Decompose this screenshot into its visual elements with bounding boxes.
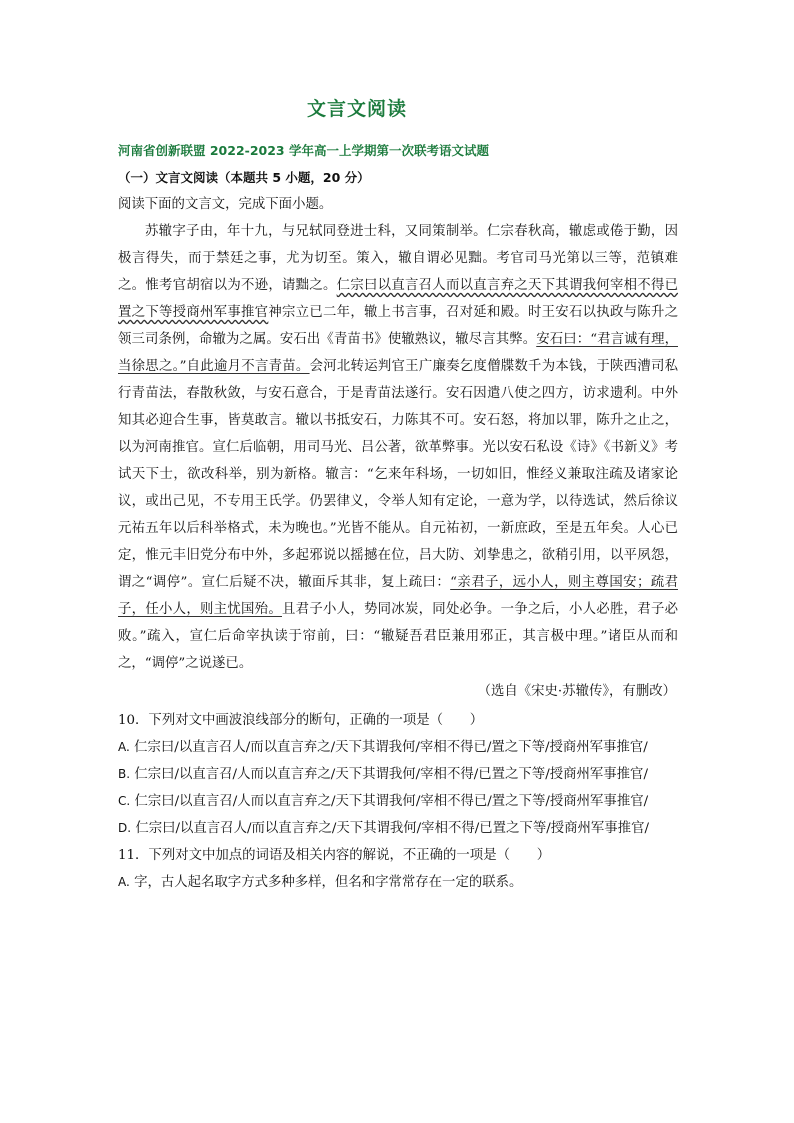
passage-segment: 苏辙字子由，年十九，与兄轼同登进士科，又同策制举。仁宗春秋高，辙虑或倦于勤，因极言得失，而于禁廷之事，尤为切至。策入，辙自谓必见黜。考官司马光第以三等，范镇难之。惟考官胡宿以为不逊，请黜之。 <box>118 224 678 293</box>
option-text: 仁宗曰/以直言召人/而以直言弃之/天下其谓我何/宰相不得/已置之下等/授商州军事推官/ <box>135 821 649 836</box>
option-label: A. <box>118 875 130 889</box>
passage-segment: 神宗立已二年，辙上书言事，召对延和殿。时王安石以执政与陈升之领三司条例，命辙为之属。安石出《青苗书》使辙熟议，辙尽言其弊。 <box>118 305 679 347</box>
question-stem: 11．下列对文中加点的词语及相关内容的解说，不正确的一项是（ ） <box>118 848 551 863</box>
answer-option[interactable] <box>118 761 678 788</box>
option-label: D. <box>118 821 132 835</box>
answer-option[interactable] <box>118 788 678 815</box>
option-text: 仁宗曰/以直言召/人而以直言弃之/天下其谓我何/宰相不得已/置之下等/授商州军事推官/ <box>134 794 649 809</box>
option-label: B. <box>118 767 131 781</box>
answer-option[interactable] <box>118 869 678 896</box>
source-reference: （选自《宋史·苏辙传》，有删改） <box>477 684 676 699</box>
question-stem: 10．下列对文中画波浪线部分的断句，正确的一项是（ ） <box>118 713 484 728</box>
option-text: 字，古人起名取字方式多种多样，但名和字常常存在一定的联系。 <box>134 875 523 890</box>
answer-option[interactable] <box>118 734 678 761</box>
underlined-segment: “亲君子，远小人，则主尊国安；疏君子，任小人，则主忧国殆。 <box>118 575 678 617</box>
question-block <box>118 707 678 896</box>
option-text: 仁宗曰/以直言召/人而以直言弃之/天下其谓我何/宰相不得/已置之下等/授商州军事推官/ <box>134 767 648 782</box>
instruction-text: 阅读下面的文言文，完成下面小题。 <box>118 197 333 212</box>
passage-body <box>118 218 678 677</box>
underlined-segment: 安石曰：“君言诚有理，当徐思之。”自此逾月不言青苗。 <box>118 332 678 374</box>
option-text: 仁宗曰/以直言召人/而以直言弃之/天下其谓我何/宰相不得已/置之下等/授商州军事推官/ <box>134 740 648 755</box>
answer-option[interactable] <box>118 815 678 842</box>
page-title: 文言文阅读 <box>306 98 407 120</box>
option-label: A. <box>118 740 130 754</box>
passage-segment: 会河北转运判官王广廉奏乞度僧牒数千为本钱，于陕西漕司私行青苗法，春散秋敛，与安石意合，于是青苗法遂行。安石因遣八使之四方，访求遗利。中外知其必迎合生事，皆莫敢言。辙以书抵安石，力陈其不可。安石怒，将加以罪，陈升之止之，以为河南推官。宣仁后临朝，用司马光、吕公著，欲革弊事。光以安石私设《诗》《书新义》考试天下士，欲改科举，别为新格。辙言：“乞来年科场，一切如旧，惟经义兼取注疏及诸家论议，或出己见，不专用王氏学。仍罢律义，令举人知有定论，一意为学，以待选试，然后徐议元祐五年以后科举格式，未为晚也。”光皆不能从。自元祐初，一新庶政，至是五年矣。人心已定，惟元丰旧党分布中外，多起邪说以摇撼在位，吕大防、刘挚患之，欲稍引用，以平夙怨，谓之“调停”。宣仁后疑不决，辙面斥其非，复上疏曰： <box>118 359 678 590</box>
exam-source: 河南省创新联盟 2022-2023 学年高一上学期第一次联考语文试题 <box>118 143 489 158</box>
wavy-underlined-segment: 仁宗曰以直言召人而以直言弃之天下其谓我何宰相不得已置之下等授商州军事推官 <box>118 278 679 320</box>
passage-segment: 且君子小人，势同冰炭，同处必争。一争之后，小人必胜，君子必败。”疏入，宣仁后命宰执读于帘前，曰：“辙疑吾君臣兼用邪正，其言极中理。”诸臣从而和之，“调停”之说遂已。 <box>118 602 678 671</box>
option-label: C. <box>118 794 131 808</box>
section-heading: （一）文言文阅读（本题共 5 小题，20 分） <box>118 170 370 185</box>
